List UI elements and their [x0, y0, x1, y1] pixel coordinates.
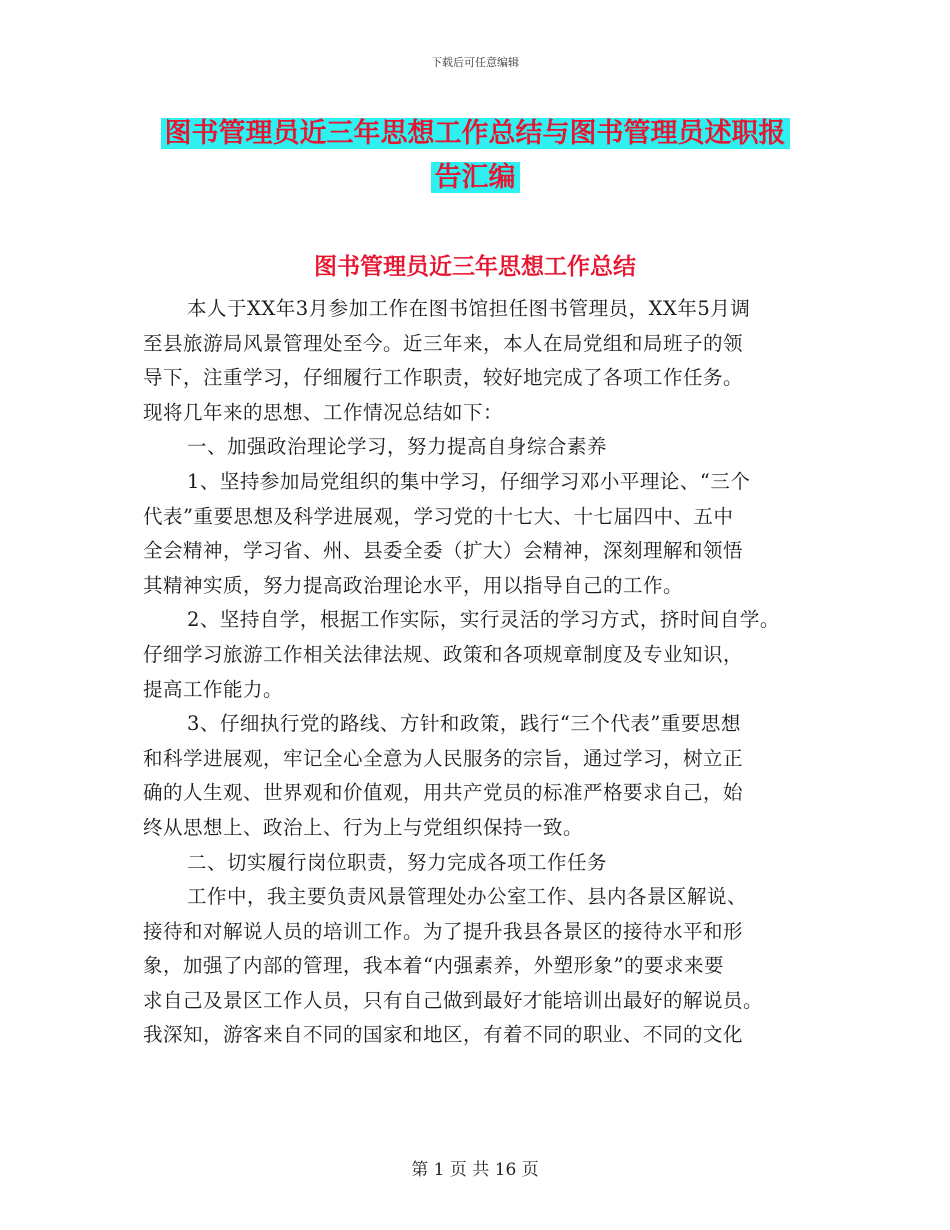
- section-title: 图书管理员近三年思想工作总结: [314, 253, 636, 280]
- paragraph-line: 我深知，游客来自不同的国家和地区，有着不同的职业、不同的文化: [143, 1023, 744, 1047]
- paragraph-line: 接待和对解说人员的培训工作。为了提升我县各景区的接待水平和形: [143, 919, 744, 943]
- heading-line: 一、加强政治理论学习，努力提高自身综合素养: [187, 435, 608, 459]
- paragraph-line: 现将几年来的思想、工作情况总结如下：: [143, 400, 504, 424]
- paragraph-line: 2、坚持自学，根据工作实际，实行灵活的学习方式，挤时间自学。: [187, 608, 780, 632]
- paragraph-line: 其精神实质，努力提高政治理论水平，用以指导自己的工作。: [143, 573, 684, 597]
- heading-line: 二、切实履行岗位职责，努力完成各项工作任务: [187, 850, 608, 874]
- paragraph-line: 仔细学习旅游工作相关法律法规、政策和各项规章制度及专业知识，: [143, 642, 744, 666]
- paragraph-line: 求自己及景区工作人员，只有自己做到最好才能培训出最好的解说员。: [143, 988, 764, 1012]
- title-line-1: 图书管理员近三年思想工作总结与图书管理员述职报: [161, 118, 790, 149]
- paragraph-line: 代表”重要思想及科学进展观，学习党的十七大、十七届四中、五中: [143, 504, 734, 528]
- title-line-2: 告汇编: [431, 162, 520, 193]
- header-note: 下载后可任意编辑: [431, 56, 519, 69]
- paragraph-line: 全会精神，学习省、州、县委全委（扩大）会精神，深刻理解和领悟: [143, 539, 744, 563]
- paragraph-line: 工作中，我主要负责风景管理处办公室工作、县内各景区解说、: [187, 885, 748, 909]
- paragraph-line: 1、坚持参加局党组织的集中学习，仔细学习邓小平理论、“三个: [187, 469, 751, 493]
- paragraph-line: 本人于XX年3月参加工作在图书馆担任图书管理员，XX年5月调: [187, 297, 751, 320]
- paragraph-line: 提高工作能力。: [143, 677, 284, 701]
- body-text: [143, 292, 813, 1053]
- paragraph-line: 和科学进展观，牢记全心全意为人民服务的宗旨，通过学习，树立正: [143, 746, 744, 770]
- page-footer: 第 1 页 共 16 页: [411, 1160, 539, 1180]
- paragraph-line: 至县旅游局风景管理处至今。近三年来，本人在局党组和局班子的领: [143, 331, 744, 355]
- paragraph-line: 确的人生观、世界观和价值观，用共产党员的标准严格要求自己，始: [143, 781, 744, 805]
- document-title: [0, 112, 950, 200]
- paragraph-line: 导下，注重学习，仔细履行工作职责，较好地完成了各项工作任务。: [143, 366, 744, 390]
- paragraph-line: 终从思想上、政治上、行为上与党组织保持一致。: [143, 815, 584, 839]
- paragraph-line: 3、仔细执行党的路线、方针和政策，践行“三个代表”重要思想: [187, 712, 741, 736]
- paragraph-line: 象，加强了内部的管理，我本着“内强素养，外塑形象”的要求来要: [143, 954, 724, 978]
